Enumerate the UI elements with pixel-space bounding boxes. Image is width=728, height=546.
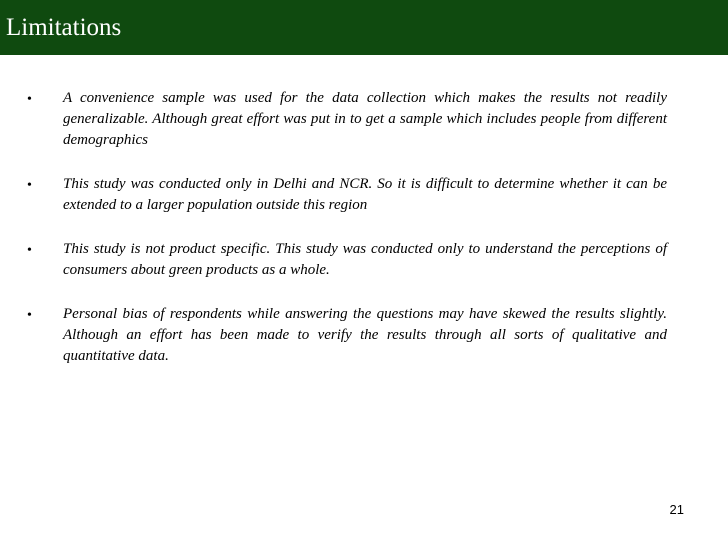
page-number: 21 <box>669 502 684 517</box>
bullet-icon: • <box>27 92 32 107</box>
bullet-item <box>24 239 667 281</box>
bullet-text: A convenience sample was used for the data collection which makes the results not readily generalizable. Although great effort was put in to get a sample which includes people from different demographics <box>63 90 667 148</box>
slide-title: Limitations <box>6 14 122 41</box>
bullet-icon: • <box>27 178 32 193</box>
bullet-text: Personal bias of respondents while answering the questions may have skewed the results slightly. Although an effort has been made to verify the results through all sorts of qualitative and quantitative data. <box>63 306 667 364</box>
title-bar <box>0 0 728 55</box>
bullet-text: This study is not product specific. This study was conducted only to understand the perceptions of consumers about green products as a whole. <box>63 241 667 278</box>
bullet-icon: • <box>27 243 32 258</box>
bullet-text: This study was conducted only in Delhi and NCR. So it is difficult to determine whether it can be extended to a larger population outside this region <box>63 176 667 213</box>
bullet-item <box>24 304 667 367</box>
bullet-list <box>24 88 667 390</box>
bullet-item <box>24 88 667 151</box>
bullet-item <box>24 174 667 216</box>
bullet-icon: • <box>27 308 32 323</box>
